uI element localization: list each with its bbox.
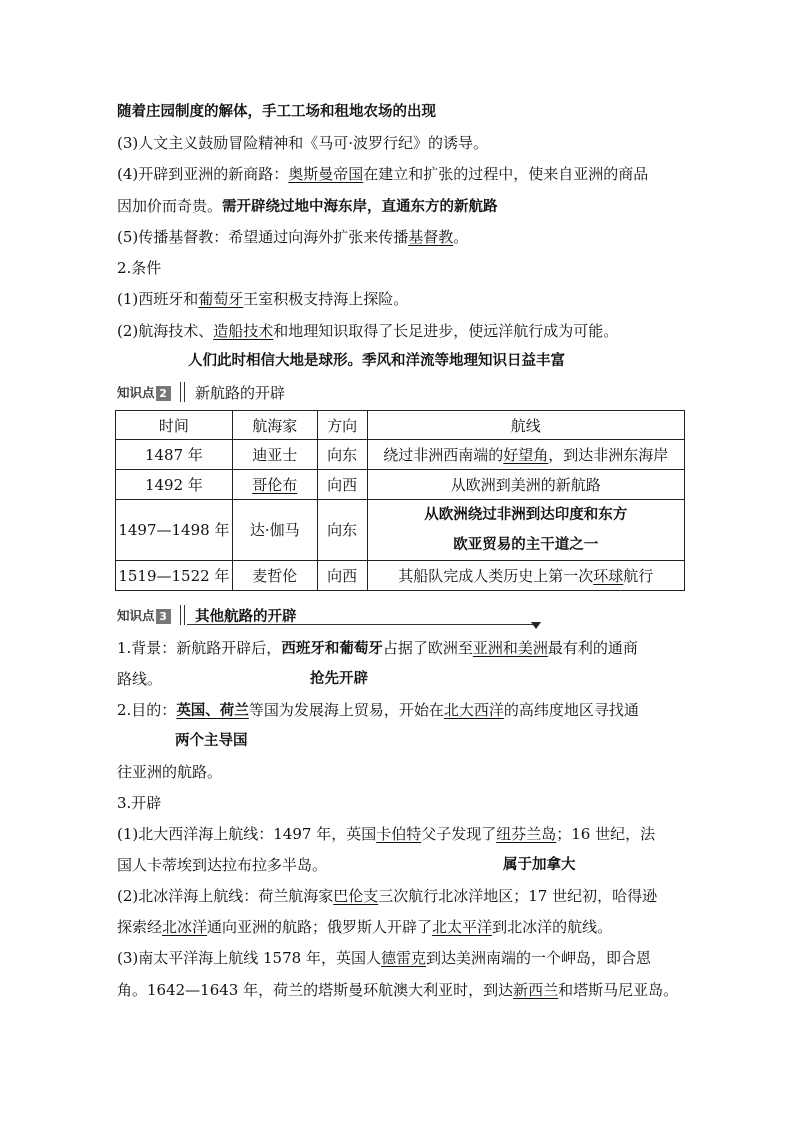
underlined-term: 北冰洋 [162, 918, 208, 936]
divider [180, 382, 185, 402]
column-header: 航线 [367, 411, 684, 440]
tag-number: 2 [156, 386, 171, 401]
underlined-term: 基督教 [408, 228, 454, 246]
handwritten-note: 抢先开辟 [310, 671, 368, 687]
paragraph-text: 的高纬度地区寻找通 [503, 701, 639, 719]
knowledge-point-title: 其他航路的开辟 [195, 609, 297, 625]
text-line [117, 289, 408, 309]
divider [180, 605, 185, 625]
paragraph-text: 探索经 [117, 918, 163, 936]
paragraph-text: 到北冰洋的航线。 [492, 918, 613, 936]
handwritten-note: 属于加拿大 [503, 857, 576, 873]
text-line [117, 886, 657, 906]
underlined-term: 好望角 [503, 446, 549, 464]
paragraph-text: (5)传播基督教：希望通过向海外扩张来传播 [117, 228, 409, 246]
paragraph-text: 等国为发展海上贸易，开始在 [248, 701, 444, 719]
table-row [116, 440, 685, 470]
header-rule [187, 624, 537, 625]
text-line [117, 227, 468, 247]
column-header: 方向 [317, 411, 367, 440]
cell-time: 1487 年 [116, 440, 233, 470]
text-line [117, 196, 498, 217]
section-heading [117, 258, 161, 278]
handwritten-note [188, 351, 565, 371]
text-line [117, 133, 488, 153]
table-row [116, 500, 685, 561]
paragraph-text: 三次航行北冰洋地区；17 世纪初，哈得逊 [378, 887, 658, 905]
paragraph-text: 因加价而奇贵。 [117, 197, 223, 215]
cell-navigator: 迪亚士 [232, 440, 317, 470]
route-text: 绕过非洲西南端的 [383, 446, 504, 464]
cell-time: 1497—1498 年 [116, 500, 233, 561]
paragraph-text: 往亚洲的航路。 [117, 763, 223, 781]
text-line [117, 917, 612, 937]
handwritten-note: 欧亚贸易的主干道之一 [453, 537, 599, 553]
cell-time: 1492 年 [116, 470, 233, 500]
cell-navigator [232, 470, 317, 500]
handwritten-note: 从欧洲绕过非洲到达印度和东方 [424, 507, 628, 523]
underlined-term: 新西兰 [513, 981, 559, 999]
cell-direction: 向东 [317, 440, 367, 470]
table-header-row [116, 411, 685, 440]
handwritten-note [175, 731, 248, 751]
knowledge-point-header [117, 605, 537, 625]
handwritten-note: 随着庄园制度的解体，手工工场和租地农场的出现 [117, 104, 436, 120]
cell-route [367, 440, 684, 470]
paragraph-text: 2.目的： [117, 701, 177, 719]
table-row [116, 470, 685, 500]
table-row [116, 561, 685, 591]
cell-direction: 向东 [317, 500, 367, 561]
underlined-term: 哥伦布 [252, 476, 298, 494]
paragraph-text: 和地理知识取得了长足进步，使远洋航行成为可能。 [273, 322, 619, 340]
underlined-term: 英国、荷兰 [176, 703, 249, 719]
underlined-term: 卡伯特 [376, 825, 422, 843]
paragraph-text: (3)人文主义鼓励冒险精神和《马可·波罗行纪》的诱导。 [117, 134, 489, 152]
cell-time: 1519—1522 年 [116, 561, 233, 591]
knowledge-point-header [117, 382, 537, 402]
knowledge-point-tag [117, 383, 171, 401]
cell-navigator: 达·伽马 [232, 500, 317, 561]
text-line [117, 164, 648, 184]
text-line [117, 948, 651, 968]
underlined-term: 北大西洋 [443, 701, 504, 719]
paragraph-text: (2)航海技术、 [117, 322, 214, 340]
knowledge-point-tag [117, 606, 171, 624]
tag-number: 3 [156, 609, 171, 624]
paragraph-text: (3)南太平洋海上航线 1578 年，英国人 [117, 949, 381, 967]
heading-text: 2.条件 [117, 259, 162, 277]
underlined-term: 造船技术 [213, 322, 274, 340]
paragraph-text: 角。1642—1643 年，荷兰的塔斯曼环航澳大利亚时，到达 [117, 981, 514, 999]
paragraph-text: 国人卡蒂埃到达拉布拉多半岛。 [117, 856, 328, 874]
section-heading [117, 793, 161, 813]
cell-direction: 向西 [317, 470, 367, 500]
paragraph-text: 1.背景：新航路开辟后， [117, 639, 282, 657]
text-line [117, 980, 678, 1000]
text-line [117, 700, 639, 721]
tag-label: 知识点 [117, 385, 155, 400]
paragraph-text: 路线。 [117, 670, 163, 688]
paragraph-text: 王室积极支持海上探险。 [243, 290, 409, 308]
text-line [117, 824, 655, 844]
heading-text: 3.开辟 [117, 794, 162, 812]
underlined-term: 亚洲和美洲 [472, 639, 548, 657]
text-line [117, 102, 436, 122]
column-header: 航海家 [232, 411, 317, 440]
text-line [117, 321, 618, 341]
triangle-marker-icon [531, 622, 541, 629]
underlined-term: 巴伦支 [333, 887, 379, 905]
paragraph-text: (4)开辟到亚洲的新商路： [117, 165, 289, 183]
tag-label: 知识点 [117, 608, 155, 623]
route-text: 航行 [623, 567, 654, 585]
text-line [117, 669, 368, 689]
cell-route [367, 500, 684, 561]
paragraph-text: 到达美洲南端的一个岬岛，即合恩 [425, 949, 651, 967]
cell-route [367, 561, 684, 591]
route-text: ，到达非洲东海岸 [548, 446, 669, 464]
paragraph-text: (2)北冰洋海上航线：荷兰航海家 [117, 887, 334, 905]
paragraph-text: 。 [453, 228, 469, 246]
paragraph-text: 父子发现了 [421, 825, 497, 843]
paragraph-text: 通向亚洲的航路；俄罗斯人开辟了 [207, 918, 433, 936]
handwritten-note: 需开辟绕过地中海东岸，直通东方的新航路 [222, 199, 498, 215]
underlined-term: 奥斯曼帝国 [288, 165, 364, 183]
cell-route: 从欧洲到美洲的新航路 [367, 470, 684, 500]
text-line [117, 762, 222, 782]
underlined-term: 葡萄牙 [198, 290, 244, 308]
underlined-term: 纽芬兰岛 [496, 825, 557, 843]
handwritten-note-text: 两个主导国 [175, 733, 248, 749]
underlined-term: 环球 [593, 567, 624, 585]
underlined-term: 德雷克 [380, 949, 426, 967]
knowledge-point-title: 新航路的开辟 [195, 384, 286, 402]
paragraph-text: 占据了欧洲至 [382, 639, 473, 657]
paragraph-text: 在建立和扩张的过程中，使来自亚洲的商品 [363, 165, 649, 183]
route-text: 其船队完成人类历史上第一次 [398, 567, 594, 585]
underlined-term: 北太平洋 [432, 918, 493, 936]
paragraph-text: (1)西班牙和 [117, 290, 199, 308]
column-header: 时间 [116, 411, 233, 440]
voyages-table [115, 410, 685, 591]
text-line [117, 638, 638, 659]
cell-direction: 向西 [317, 561, 367, 591]
text-line [117, 855, 576, 875]
handwritten-note-text: 人们此时相信大地是球形。季风和洋流等地理知识日益丰富 [188, 353, 565, 369]
paragraph-text: ；16 世纪，法 [556, 825, 656, 843]
cell-navigator: 麦哲伦 [232, 561, 317, 591]
paragraph-text: 和塔斯马尼亚岛。 [558, 981, 679, 999]
handwritten-note: 西班牙和葡萄牙 [281, 641, 383, 657]
paragraph-text: 最有利的通商 [547, 639, 638, 657]
paragraph-text: (1)北大西洋海上航线：1497 年，英国 [117, 825, 377, 843]
